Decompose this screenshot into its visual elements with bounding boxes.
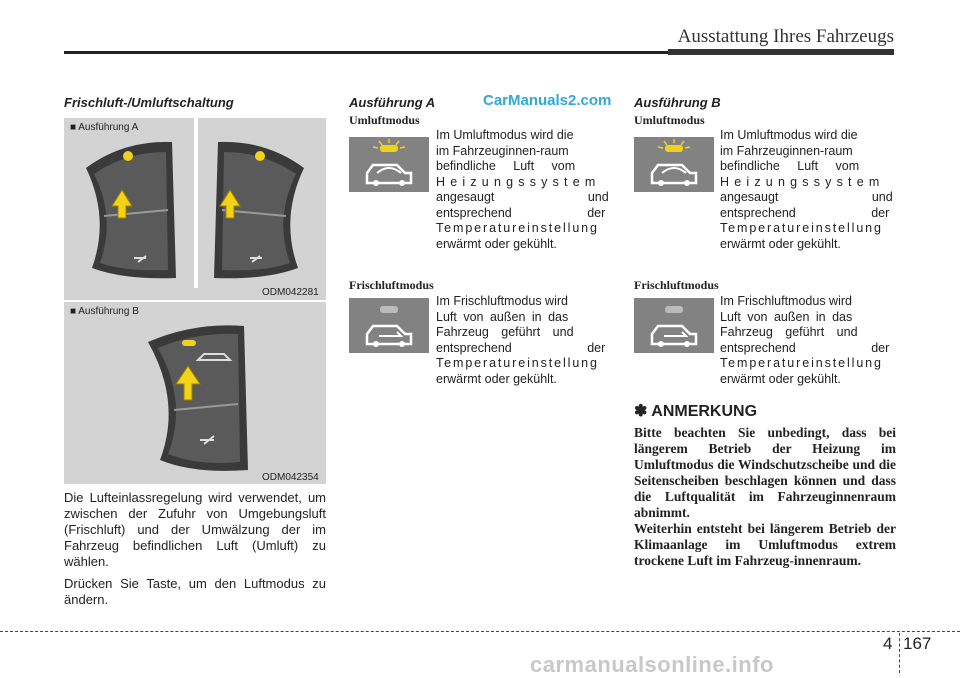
chapter-number: 4 xyxy=(883,634,893,653)
figure-variant-b xyxy=(64,302,326,484)
text-line: Fahrzeug geführt und xyxy=(720,325,858,339)
footer-page-divider xyxy=(899,633,900,673)
fresh-air-icon xyxy=(634,298,714,353)
paragraph: Die Lufteinlassregelung wird verwendet, um zwischen der Zufuhr von Umgebungsluft (Frischluft) und der Umwälzung der im Fahrzeug befindlichen Luft (Umluft) zu wählen. xyxy=(64,490,326,569)
variant-b-heading: Ausführung B xyxy=(634,95,721,110)
umluft-heading-b: Umluftmodus xyxy=(634,113,705,127)
text-line: erwärmt oder gekühlt. xyxy=(720,236,841,251)
running-header-title: Ausstattung Ihres Fahrzeugs xyxy=(677,26,894,47)
umluft-heading-a: Umluftmodus xyxy=(349,113,420,127)
text-line: Temperatureinstellung xyxy=(436,221,599,235)
recirculation-icon xyxy=(634,137,714,192)
figure-variant-a xyxy=(64,118,326,300)
frisch-heading-b: Frischluftmodus xyxy=(634,278,719,292)
frisch-description-a xyxy=(436,294,614,387)
text-line: Heizungssystem xyxy=(720,174,885,189)
paragraph: Drücken Sie Taste, um den Luftmodus zu ändern. xyxy=(64,576,326,607)
text-line: befindliche Luft vom xyxy=(720,159,860,173)
recirculation-button-image-a xyxy=(349,137,429,192)
text-line: Heizungssystem xyxy=(436,174,601,189)
watermark-logo: CarManuals2.com xyxy=(483,92,612,109)
text-line: Im Frischluftmodus wird xyxy=(436,294,568,308)
text-line: im Fahrzeuginnen-raum xyxy=(436,143,569,158)
figure-a-code: ODM042281 xyxy=(262,287,319,298)
umluft-description-a xyxy=(436,128,614,252)
text-line: entsprechend der xyxy=(436,340,606,355)
variant-a-heading: Ausführung A xyxy=(349,95,436,110)
text-line: Luft von außen in das xyxy=(720,309,853,324)
note-heading: ✽ ANMERKUNG xyxy=(634,403,758,420)
recirculation-button-image-b xyxy=(634,137,714,192)
figure-b-code: ODM042354 xyxy=(262,472,319,483)
frisch-heading-a: Frischluftmodus xyxy=(349,278,434,292)
text-line: Temperatureinstellung xyxy=(720,356,883,370)
text-line: Fahrzeug geführt und xyxy=(436,325,574,339)
text-line: angesaugt und xyxy=(720,190,893,204)
recirculation-icon xyxy=(349,137,429,192)
text-line: Im Umluftmodus wird die xyxy=(436,128,574,142)
text-line: befindliche Luft vom xyxy=(436,159,576,173)
switch-illustration-b xyxy=(64,302,326,484)
fresh-air-button-image-b xyxy=(634,298,714,353)
text-line: im Fahrzeuginnen-raum xyxy=(720,143,853,158)
switch-illustration-a xyxy=(64,118,326,300)
text-line: Luft von außen in das xyxy=(436,309,569,324)
text-line: entsprechend der xyxy=(436,205,606,220)
text-line: angesaugt und xyxy=(436,190,609,204)
page-number: 167 xyxy=(903,634,932,653)
text-line: entsprechend der xyxy=(720,205,890,220)
frisch-description-b xyxy=(720,294,898,387)
left-body-text xyxy=(64,490,326,614)
note-paragraph: Bitte beachten Sie unbedingt, dass bei längerem Betrieb der Heizung im Umluftmodus die Windschutzscheibe und die Seitenscheiben beschlagen können und dass die Luftqualität im Fahrzeuginnenraum abnimmt. xyxy=(634,425,896,520)
text-line: Im Frischluftmodus wird xyxy=(720,294,852,308)
figure-b-label: ■ Ausführung B xyxy=(70,306,139,317)
note-body xyxy=(634,425,896,569)
text-line: erwärmt oder gekühlt. xyxy=(436,236,557,251)
text-line: Im Umluftmodus wird die xyxy=(720,128,858,142)
fresh-air-button-image-a xyxy=(349,298,429,353)
text-line: Temperatureinstellung xyxy=(720,221,883,235)
section-heading: Frischluft-/Umluftschaltung xyxy=(64,95,234,110)
fresh-air-icon xyxy=(349,298,429,353)
text-line: erwärmt oder gekühlt. xyxy=(720,371,841,386)
footer-dashed-rule xyxy=(0,631,960,632)
note-paragraph: Weiterhin entsteht bei längerem Betrieb der Klimaanlage im Umluftmodus extrem trockene Luft im Fahrzeug-innenraum. xyxy=(634,521,896,568)
footer-watermark: carmanualsonline.info xyxy=(530,652,774,677)
text-line: entsprechend der xyxy=(720,340,890,355)
figure-a-label: ■ Ausführung A xyxy=(70,122,139,133)
text-line: erwärmt oder gekühlt. xyxy=(436,371,557,386)
text-line: Temperatureinstellung xyxy=(436,356,599,370)
header-accent-bar xyxy=(668,49,894,55)
umluft-description-b xyxy=(720,128,898,252)
